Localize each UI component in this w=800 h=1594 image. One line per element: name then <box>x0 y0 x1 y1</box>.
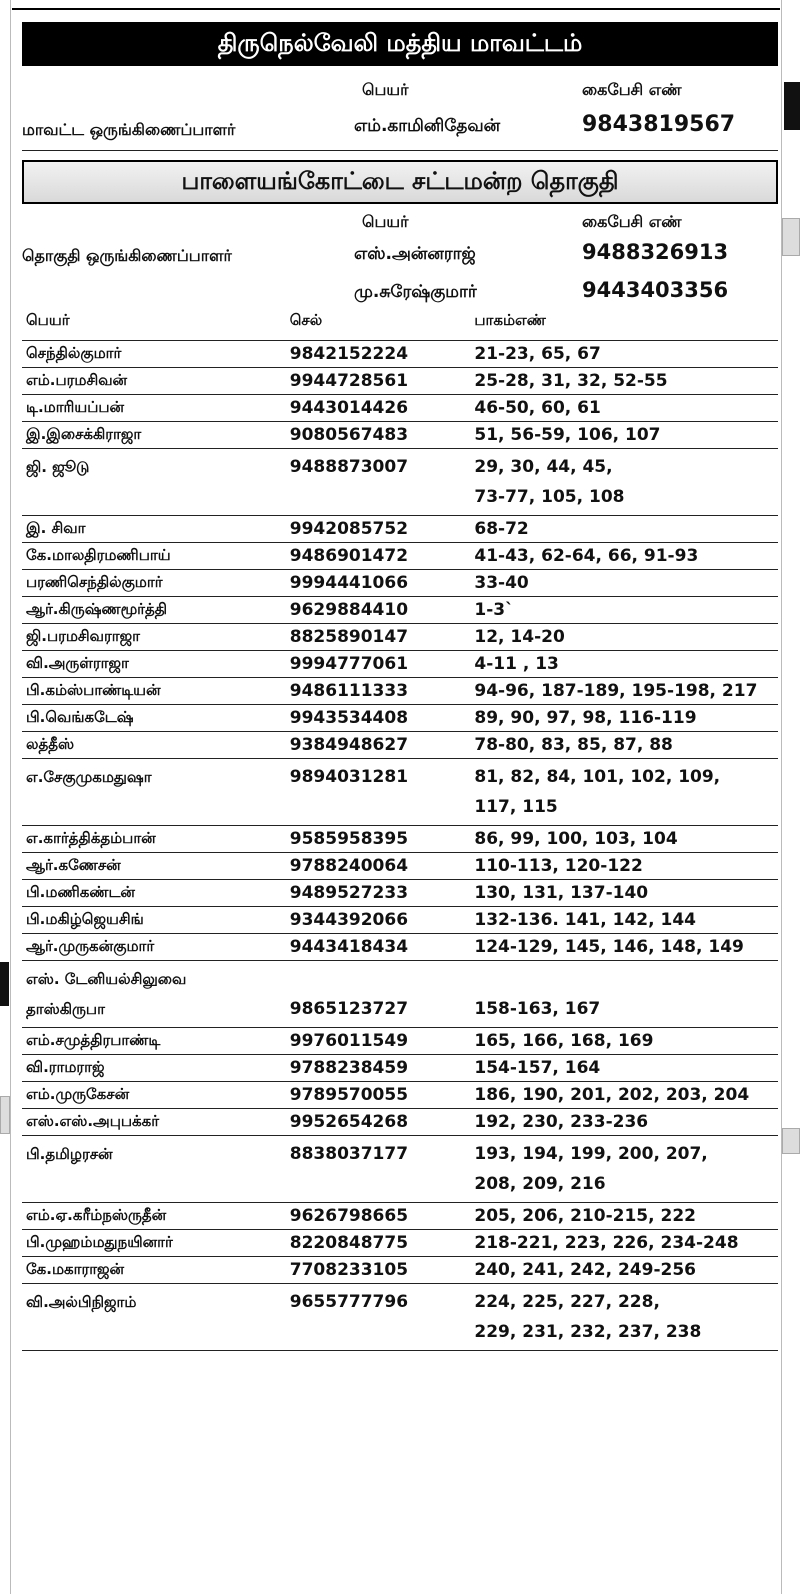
table-row <box>22 1082 778 1109</box>
row-booths-line: 158-163, 167 <box>474 999 601 1019</box>
row-phone <box>286 1203 471 1230</box>
row-phone <box>286 934 471 961</box>
row-name <box>22 341 286 368</box>
row-phone-line: 9655777796 <box>289 1292 409 1312</box>
table-row <box>22 1055 778 1082</box>
row-phone-line: 9788240064 <box>289 856 409 876</box>
district-phone-header: கைபேசி எண் <box>582 80 682 99</box>
row-booths-line: 51, 56-59, 106, 107 <box>474 425 661 445</box>
row-booths <box>470 1028 778 1055</box>
row-name-line: பி.கம்ஸ்பாண்டியன் <box>26 681 161 699</box>
row-booths-line: 165, 166, 168, 169 <box>474 1031 654 1051</box>
row-phone-line: 8220848775 <box>289 1233 409 1253</box>
district-coordinator-name: எம்.காமினிதேவன் <box>354 116 501 136</box>
divider <box>22 150 778 151</box>
row-booths-line: 224, 225, 227, 228, <box>474 1292 660 1312</box>
row-booths-line: 94-96, 187-189, 195-198, 217 <box>474 681 758 701</box>
table-row <box>22 880 778 907</box>
row-booths <box>470 678 778 705</box>
row-phone <box>286 705 471 732</box>
row-booths-line-2: 208, 209, 216 <box>474 1174 606 1194</box>
row-name <box>22 368 286 395</box>
row-name <box>22 1028 286 1055</box>
table-row <box>22 705 778 732</box>
row-name-line: பி.மணிகண்டன் <box>26 883 135 901</box>
row-phone <box>286 422 471 449</box>
row-phone-line: 9443014426 <box>289 398 409 418</box>
row-booths-line-2: 73-77, 105, 108 <box>474 487 625 507</box>
row-phone-line: 9942085752 <box>289 519 409 539</box>
row-booths-line: 86, 99, 100, 103, 104 <box>474 829 678 849</box>
row-booths <box>470 732 778 759</box>
row-name-line: கே.மகாராஜன் <box>26 1260 125 1278</box>
table-row <box>22 1284 778 1351</box>
row-phone-line: 9384948627 <box>289 735 409 755</box>
district-coordinator-phone: 9843819567 <box>582 112 736 137</box>
row-booths-line: 33-40 <box>474 573 529 593</box>
row-phone <box>286 449 471 516</box>
row-phone-line: 8838037177 <box>289 1144 409 1164</box>
row-name <box>22 422 286 449</box>
row-name-line: ஆர்.கணேசன் <box>26 856 121 874</box>
row-name-line: ஜி.பரமசிவராஜா <box>26 627 140 645</box>
row-booths <box>470 826 778 853</box>
row-name-line: ஆர்.முருகன்குமார் <box>26 937 155 955</box>
row-booths <box>470 853 778 880</box>
row-phone <box>286 880 471 907</box>
row-booths-line-2: 229, 231, 232, 237, 238 <box>474 1322 702 1342</box>
row-phone <box>286 570 471 597</box>
row-booths <box>470 705 778 732</box>
row-phone-line: 8825890147 <box>289 627 409 647</box>
table-row <box>22 422 778 449</box>
booth-agent-table <box>22 308 778 1351</box>
table-row <box>22 678 778 705</box>
row-phone-line: 9486901472 <box>289 546 409 566</box>
district-title: திருநெல்வேலி மத்திய மாவட்டம் <box>22 22 778 66</box>
table-header-row <box>22 308 778 341</box>
row-booths-line: 192, 230, 233-236 <box>474 1112 649 1132</box>
row-name <box>22 1082 286 1109</box>
row-phone-line: 9943534408 <box>289 708 409 728</box>
row-name <box>22 1257 286 1284</box>
row-booths <box>470 759 778 826</box>
row-name-line: வி.அருள்ராஜா <box>26 654 129 672</box>
row-phone <box>286 543 471 570</box>
row-name-line: பி.முஹம்மதுநயினார் <box>26 1233 173 1251</box>
constituency-title: பாளையங்கோட்டை சட்டமன்ற தொகுதி <box>22 160 778 204</box>
row-phone-line: 9443418434 <box>289 937 409 957</box>
row-name <box>22 449 286 516</box>
table-row <box>22 1136 778 1203</box>
row-booths <box>470 1230 778 1257</box>
row-phone <box>286 853 471 880</box>
row-phone <box>286 826 471 853</box>
right-edge-gray-block <box>782 218 800 256</box>
row-phone-line: 9894031281 <box>289 767 409 787</box>
row-phone-line: 9994441066 <box>289 573 409 593</box>
row-phone-line: 9080567483 <box>289 425 409 445</box>
table-row <box>22 1230 778 1257</box>
row-name-line: இ. சிவா <box>26 519 86 537</box>
table-row <box>22 961 778 1028</box>
constituency-phone-header: கைபேசி எண் <box>582 212 682 231</box>
header-booth: பாகம்எண் <box>470 308 778 341</box>
constituency-coordinator-phone-1: 9488326913 <box>582 240 729 264</box>
row-booths <box>470 907 778 934</box>
row-booths-line: 240, 241, 242, 249-256 <box>474 1260 696 1280</box>
row-phone <box>286 1257 471 1284</box>
row-name <box>22 1055 286 1082</box>
table-row <box>22 449 778 516</box>
row-booths-line: 81, 82, 84, 101, 102, 109, <box>474 767 721 787</box>
row-phone-line: 9865123727 <box>289 999 409 1019</box>
header-name: பெயர் <box>22 308 286 341</box>
top-rule <box>12 8 780 10</box>
row-name <box>22 624 286 651</box>
row-phone-line: 9944728561 <box>289 371 409 391</box>
row-name <box>22 826 286 853</box>
row-booths-line: 218-221, 223, 226, 234-248 <box>474 1233 739 1253</box>
row-booths <box>470 624 778 651</box>
row-name-line: வி.அல்பிநிஜாம் <box>26 1293 137 1311</box>
row-booths <box>470 880 778 907</box>
row-phone <box>286 1284 471 1351</box>
row-name-line-2: தாஸ்கிருபா <box>26 1000 105 1018</box>
row-name-line: வி.ராமராஜ் <box>26 1058 105 1076</box>
table-row <box>22 732 778 759</box>
row-booths-line: 89, 90, 97, 98, 116-119 <box>474 708 697 728</box>
table-row <box>22 516 778 543</box>
row-booths <box>470 570 778 597</box>
row-phone <box>286 651 471 678</box>
row-name <box>22 934 286 961</box>
row-phone <box>286 1055 471 1082</box>
table-row <box>22 826 778 853</box>
row-phone <box>286 368 471 395</box>
row-name-line: பி.வெங்கடேஷ் <box>26 708 134 726</box>
row-phone <box>286 624 471 651</box>
row-name-line: எ.கார்த்திக்தம்பான் <box>26 829 156 847</box>
row-booths <box>470 449 778 516</box>
row-name <box>22 1203 286 1230</box>
row-phone-line: 9629884410 <box>289 600 409 620</box>
row-name <box>22 1109 286 1136</box>
row-booths-line: 186, 190, 201, 202, 203, 204 <box>474 1085 750 1105</box>
row-name <box>22 759 286 826</box>
row-name-line: எம்.ஏ.கரீம்நஸ்ருதீன் <box>26 1206 167 1224</box>
row-name-line: ஆர்.கிருஷ்ணமூர்த்தி <box>26 600 168 618</box>
row-name-line: எஸ்.எஸ்.அபுபக்கர் <box>26 1112 160 1130</box>
row-name-line: பரணிசெந்தில்குமார் <box>26 573 163 591</box>
row-phone <box>286 907 471 934</box>
row-booths <box>470 597 778 624</box>
row-booths-line: 21-23, 65, 67 <box>474 344 601 364</box>
row-name-line: எம்.முருகேசன் <box>26 1085 130 1103</box>
constituency-role: தொகுதி ஒருங்கிணைப்பாளர் <box>22 246 232 265</box>
table-row <box>22 624 778 651</box>
right-edge-gray-block-2 <box>782 1128 800 1154</box>
row-booths <box>470 395 778 422</box>
row-phone-line: 9788238459 <box>289 1058 409 1078</box>
row-booths-line: 25-28, 31, 32, 52-55 <box>474 371 668 391</box>
row-phone-line: 9488873007 <box>289 457 409 477</box>
row-name-line: பி.தமிழரசன் <box>26 1145 113 1163</box>
row-phone <box>286 341 471 368</box>
row-booths-line: 132-136. 141, 142, 144 <box>474 910 696 930</box>
table-row <box>22 759 778 826</box>
row-name <box>22 1136 286 1203</box>
left-edge-gray-block <box>0 1096 10 1134</box>
row-phone <box>286 732 471 759</box>
row-name <box>22 907 286 934</box>
row-name <box>22 395 286 422</box>
table-row <box>22 543 778 570</box>
district-name-header: பெயர் <box>362 80 409 99</box>
row-name <box>22 543 286 570</box>
row-booths-line: 68-72 <box>474 519 529 539</box>
constituency-coordinator-name-2: மு.சுரேஷ்குமார் <box>354 282 477 302</box>
row-phone <box>286 1082 471 1109</box>
row-phone-line: 9994777061 <box>289 654 409 674</box>
row-booths-line: 130, 131, 137-140 <box>474 883 649 903</box>
row-booths-line: 193, 194, 199, 200, 207, <box>474 1144 708 1164</box>
constituency-coordinator-name-1: எஸ்.அன்னராஜ் <box>354 244 476 264</box>
row-booths-line: 12, 14-20 <box>474 627 565 647</box>
row-phone <box>286 597 471 624</box>
row-name-line: ஜி. ஜூடு <box>26 458 90 476</box>
row-name-line: டி.மாரியப்பன் <box>26 398 125 416</box>
row-name <box>22 597 286 624</box>
row-phone <box>286 759 471 826</box>
row-name <box>22 880 286 907</box>
row-booths-line-2: 117, 115 <box>474 797 558 817</box>
row-name-line: எஸ். டேனியல்சிலுவை <box>26 970 187 988</box>
row-booths <box>470 1055 778 1082</box>
row-phone-line: 9789570055 <box>289 1085 409 1105</box>
table-row <box>22 395 778 422</box>
table-row <box>22 341 778 368</box>
row-booths-line: 29, 30, 44, 45, <box>474 457 613 477</box>
row-name <box>22 705 286 732</box>
table-row <box>22 934 778 961</box>
row-name <box>22 678 286 705</box>
table-row <box>22 907 778 934</box>
district-directory <box>12 0 780 1594</box>
row-booths <box>470 1082 778 1109</box>
row-name <box>22 1230 286 1257</box>
row-booths-line: 154-157, 164 <box>474 1058 601 1078</box>
row-booths-line: 124-129, 145, 146, 148, 149 <box>474 937 744 957</box>
row-name <box>22 853 286 880</box>
row-phone <box>286 1109 471 1136</box>
row-phone-line: 9842152224 <box>289 344 409 364</box>
row-name-line: கே.மாலதிரமணிபாய் <box>26 546 171 564</box>
row-phone <box>286 1028 471 1055</box>
row-name-line: எம்.சமுத்திரபாண்டி <box>26 1031 161 1049</box>
row-booths-line: 4-11 , 13 <box>474 654 559 674</box>
row-name-line: எ.சேகுமுகமதுஷா <box>26 768 152 786</box>
row-name-line: லத்தீஸ் <box>26 735 75 753</box>
row-name <box>22 1284 286 1351</box>
header-cell: செல் <box>286 308 471 341</box>
row-booths <box>470 543 778 570</box>
row-phone-line: 9976011549 <box>289 1031 409 1051</box>
row-booths-line: 205, 206, 210-215, 222 <box>474 1206 696 1226</box>
right-edge-black-block <box>784 82 800 130</box>
row-booths <box>470 961 778 1028</box>
row-phone-line: 7708233105 <box>289 1260 409 1280</box>
row-name-line: எம்.பரமசிவன் <box>26 371 128 389</box>
row-name <box>22 732 286 759</box>
row-phone-line: 9585958395 <box>289 829 409 849</box>
row-booths-line: 1-3` <box>474 600 514 620</box>
table-row <box>22 1203 778 1230</box>
row-phone <box>286 961 471 1028</box>
table-row <box>22 597 778 624</box>
row-booths-line: 46-50, 60, 61 <box>474 398 601 418</box>
row-booths <box>470 1257 778 1284</box>
row-booths <box>470 1109 778 1136</box>
district-role: மாவட்ட ஒருங்கிணைப்பாளர் <box>22 120 236 139</box>
row-booths <box>470 1284 778 1351</box>
row-booths-line: 78-80, 83, 85, 87, 88 <box>474 735 673 755</box>
constituency-coordinator-phone-2: 9443403356 <box>582 278 729 302</box>
row-name <box>22 651 286 678</box>
row-name-line: இ.இசைக்கிராஜா <box>26 425 142 443</box>
row-phone-line: 9626798665 <box>289 1206 409 1226</box>
row-name-line: செந்தில்குமார் <box>26 344 122 362</box>
row-booths-line: 110-113, 120-122 <box>474 856 643 876</box>
table-row <box>22 570 778 597</box>
row-name <box>22 516 286 543</box>
row-booths-line: 41-43, 62-64, 66, 91-93 <box>474 546 699 566</box>
row-name <box>22 961 286 1028</box>
table-row <box>22 1109 778 1136</box>
row-name-line: பி.மகிழ்ஜெயசிங் <box>26 910 144 928</box>
row-booths <box>470 516 778 543</box>
table-row <box>22 1257 778 1284</box>
row-phone-line: 9952654268 <box>289 1112 409 1132</box>
row-phone <box>286 516 471 543</box>
row-phone-line: 9344392066 <box>289 910 409 930</box>
row-booths <box>470 934 778 961</box>
table-row <box>22 368 778 395</box>
row-phone-line: 9489527233 <box>289 883 409 903</box>
row-booths <box>470 341 778 368</box>
table-row <box>22 1028 778 1055</box>
row-name <box>22 570 286 597</box>
row-booths <box>470 1136 778 1203</box>
left-column-edge <box>0 0 11 1594</box>
row-booths <box>470 1203 778 1230</box>
row-booths <box>470 422 778 449</box>
row-phone-line: 9486111333 <box>289 681 409 701</box>
left-edge-black-block <box>0 962 9 1006</box>
table-row <box>22 651 778 678</box>
constituency-name-header: பெயர் <box>362 212 409 231</box>
row-booths <box>470 651 778 678</box>
row-phone <box>286 395 471 422</box>
table-row <box>22 853 778 880</box>
row-booths <box>470 368 778 395</box>
table-body <box>22 341 778 1351</box>
row-phone <box>286 1136 471 1203</box>
row-phone <box>286 1230 471 1257</box>
row-phone <box>286 678 471 705</box>
